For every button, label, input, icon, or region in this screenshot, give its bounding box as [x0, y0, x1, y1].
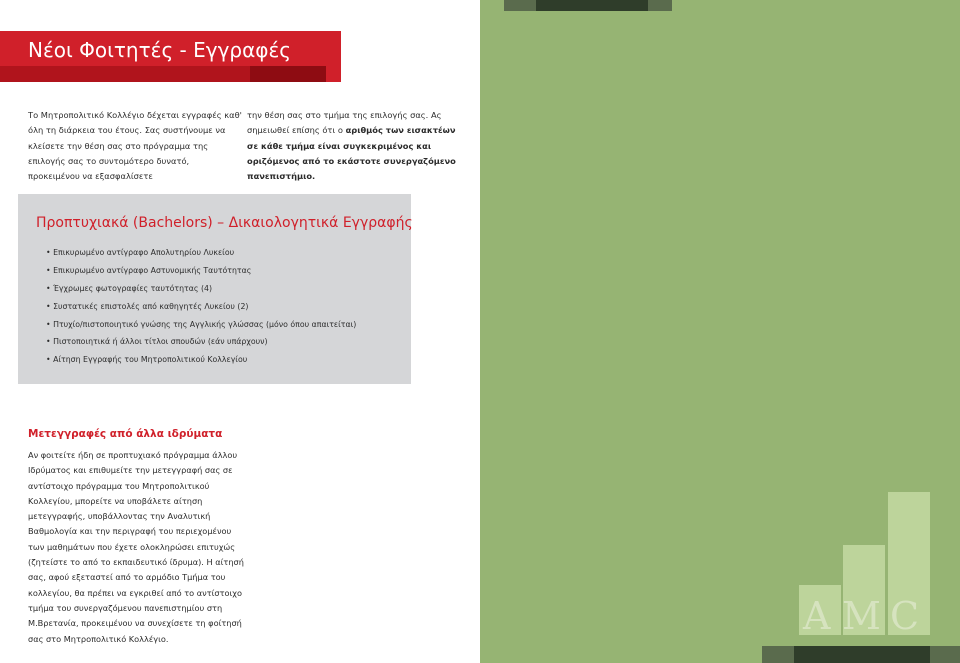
top-stripe-segment: [648, 0, 672, 11]
list-item: • Επικυρωμένο αντίγραφο Απολυτηρίου Λυκείου: [46, 248, 235, 257]
logo-letter: A: [803, 594, 831, 638]
logo-letter: M: [842, 594, 881, 638]
intro-text-right: [247, 108, 462, 184]
top-stripe-segment: [536, 0, 648, 11]
intro-right-bold: αριθμός των εισακτέων σε κάθε τμήμα είναι συγκεκριμένος και οριζόμενος από το εκάστοτε συνεργαζόμενο πανεπιστήμιο.: [247, 125, 456, 182]
bottom-stripe-segment: [930, 646, 960, 663]
intro-text-left: Το Μητροπολιτικό Κολλέγιο δέχεται εγγραφές καθ' όλη τη διάρκεια του έτους. Σας συστήνουμε να κλείσετε την θέση σας στο πρόγραμμα της επιλογής σας το συντομότερο δυνατό, προκειμένου να εξασφαλίσετε: [28, 110, 242, 182]
requirements-list: [46, 247, 356, 372]
list-item: • Αίτηση Εγγραφής του Μητροπολιτικού Κολλεγίου: [46, 355, 248, 365]
list-item: • Πτυχίο/πιστοποιητικό γνώσης της Αγγλικής γλώσσας (μόνο όπου απαιτείται): [46, 319, 357, 329]
logo-letter: C: [890, 594, 920, 638]
bottom-stripe-segment: [762, 646, 794, 663]
top-stripe-segment: [504, 0, 536, 11]
list-item: • Συστατικές επιστολές από καθηγητές Λυκείου (2): [46, 301, 249, 311]
title-banner-accent: [250, 66, 326, 82]
page-title: Νέοι Φοιτητές - Εγγραφές: [28, 38, 292, 62]
requirements-heading: Προπτυχιακά (Bachelors) – Δικαιολογητικά Εγγραφής: [36, 215, 413, 231]
bottom-stripe-segment: [794, 646, 930, 663]
transfers-heading: Μετεγγραφές από άλλα ιδρύματα: [28, 428, 223, 440]
transfers-body: Αν φοιτείτε ήδη σε προπτυχιακό πρόγραμμα άλλου Ιδρύματος και επιθυμείτε την μετεγγραφή σας σε αντίστοιχο πρόγραμμα του Μητροπολιτικού Κολλεγίου, μπορείτε να υποβάλετε αίτηση μετεγγραφής, υποβάλλοντας την Αναλυτική Βαθμολογία και την περιγραφή του περιεχομένου των μαθημάτων που έχετε ολοκληρώσει επιτυχώς (ζητείστε το από το εκπαιδευτικό ίδρυμα). Η αίτησή σας, αφού εξεταστεί από το αρμόδιο Τμήμα του κολλεγίου, θα πρέπει να εγκριθεί από το αντίστοιχο τμήμα του συνεργαζόμενου πανεπιστημίου στη Μ.Βρετανία, προκειμένου να συνεχίσετε τη φοίτησή σας στο Μητροπολιτικό Κολλέγιο.: [28, 450, 244, 644]
intro-right-plain: την θέση σας στο τμήμα της επιλογής σας. Ας σημειωθεί επίσης ότι ο: [247, 110, 442, 136]
list-item: • Επικυρωμένο αντίγραφο Αστυνομικής Ταυτότητας: [46, 265, 252, 275]
list-item: • Πιστοποιητικά ή άλλοι τίτλοι σπουδών (εάν υπάρχουν): [46, 337, 268, 347]
list-item: • Έγχρωμες φωτογραφίες ταυτότητας (4): [46, 283, 212, 293]
